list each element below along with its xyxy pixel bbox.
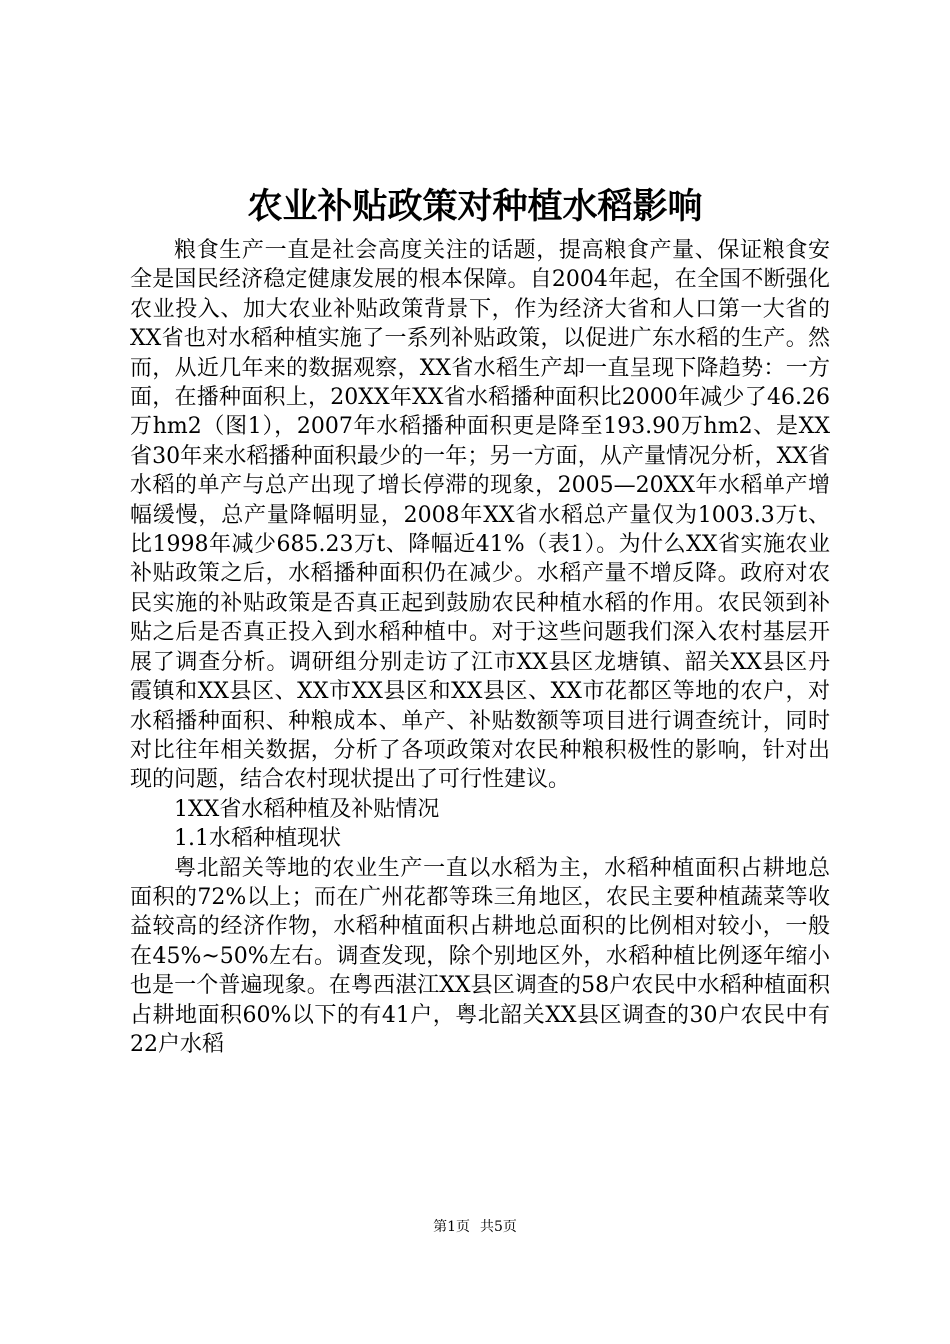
body-paragraph: 粤北韶关等地的农业生产一直以水稻为主，水稻种植面积占耕地总面积的72%以上；而在广州花都等珠三角地区，农民主要种植蔬菜等收益较高的经济作物，水稻种植面积占耕地总面积的比例相对较小，一般在45%~50%左右。调查发现，除个别地区外，水稻种植比例逐年缩小也是一个普遍现象。在粤西湛江XX县区调查的58户农民中水稻种植面积占耕地面积60%以下的有41户，粤北韶关XX县区调查的30户农民中有22户水稻 xyxy=(130,855,830,1057)
intro-paragraph: 粮食生产一直是社会高度关注的话题，提高粮食产量、保证粮食安全是国民经济稳定健康发展的根本保障。自2004年起，在全国不断强化农业投入、加大农业补贴政策背景下，作为经济大省和人口第一大省的XX省也对水稻种植实施了一系列补贴政策，以促进广东水稻的生产。然而，从近几年来的数据观察，XX省水稻生产却一直呈现下降趋势：一方面，在播种面积上，20XX年XX省水稻播种面积比2000年减少了46.26万hm2（图1），2007年水稻播种面积更是降至193.90万hm2、是XX省30年来水稻播种面积最少的一年；另一方面，从产量情况分析，XX省水稻的单产与总产出现了增长停滞的现象，2005—20XX年水稻单产增幅缓慢，总产量降幅明显，2008年XX省水稻总产量仅为1003.3万t、比1998年减少685.23万t、降幅近41%（表1）。为什么XX省实施农业补贴政策之后，水稻播种面积仍在减少。水稻产量不增反降。政府对农民实施的补贴政策是否真正起到鼓励农民种植水稻的作用。农民领到补贴之后是否真正投入到水稻种植中。对于这些问题我们深入农村基层开展了调查分析。调研组分别走访了江市XX县区龙塘镇、韶关XX县区丹霞镇和XX县区、XX市XX县区和XX县区、XX市花都区等地的农户，对水稻播种面积、种粮成本、单产、补贴数额等项目进行调查统计，同时对比往年相关数据，分析了各项政策对农民种粮积极性的影响，针对出现的问题，结合农村现状提出了可行性建议。 xyxy=(130,238,830,793)
document-title: 农业补贴政策对种植水稻影响 xyxy=(247,186,703,227)
section-heading-1: 1XX省水稻种植及补贴情况 xyxy=(174,796,440,822)
page-number: 第1页 xyxy=(433,1219,470,1235)
subsection-heading-1-1: 1.1水稻种植现状 xyxy=(174,826,341,852)
page-footer xyxy=(0,1217,950,1237)
page-total: 共5页 xyxy=(480,1219,517,1235)
document-body xyxy=(130,236,830,1059)
